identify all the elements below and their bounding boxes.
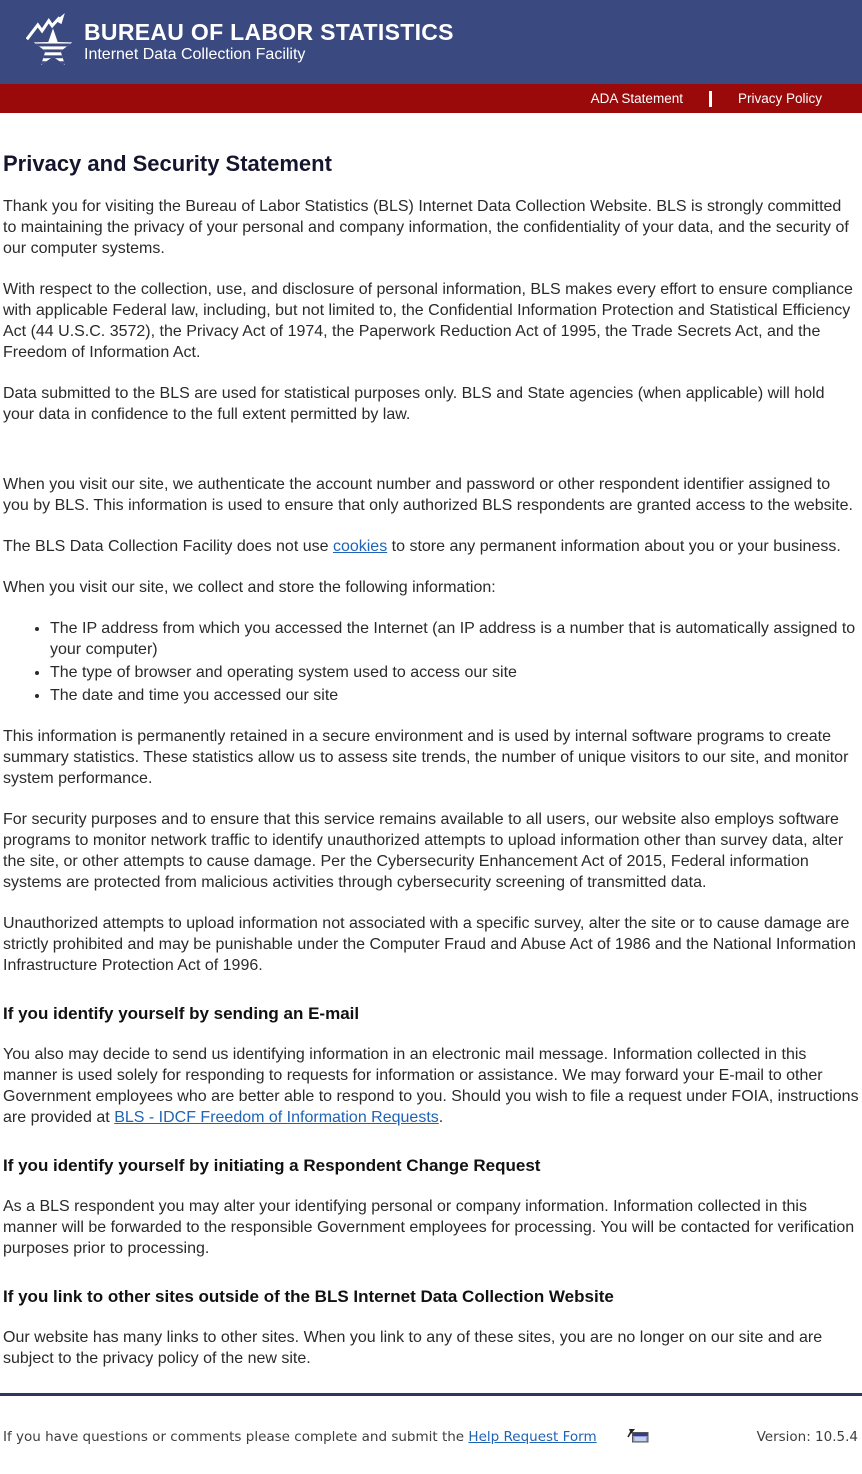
bls-star-logo-icon <box>26 11 80 76</box>
footer-help-line <box>3 1411 649 1462</box>
paragraph-security-monitoring: For security purposes and to ensure that this service remains available to all users, our website also employs software programs to monitor network traffic to identify unauthorized attempts to upload information other than survey data, alter the site, or other attempts to cause damage. Per the Cybersecurity Enhancement Act of 2015, Federal information systems are protected from malicious activities through cybersecurity screening of transmitted data. <box>3 811 844 891</box>
paragraph-federal-law: With respect to the collection, use, and disclosure of personal information, BLS makes every effort to ensure compliance with applicable Federal law, including, but not limited to, the Confidential Information Protection and Statistical Efficiency Act (44 U.S.C. 3572), the Privacy Act of 1974, the Paperwork Reduction Act of 1995, the Trade Secrets Act, and the Freedom of Information Act. <box>3 281 853 361</box>
heading-respondent-change-request: If you identify yourself by initiating a Respondent Change Request <box>3 1156 541 1175</box>
nav-link-ada-statement[interactable]: ADA Statement <box>590 91 683 106</box>
paragraph-respondent-change: As a BLS respondent you may alter your identifying personal or company information. Information collected in this manner will be forwarded to the responsible Government employees for processing. You will be contacted for verification purposes prior to processing. <box>3 1198 855 1257</box>
paragraph-statistical-purposes: Data submitted to the BLS are used for statistical purposes only. BLS and State agencies (when applicable) will hold your data in confidence to the full extent permitted by law. <box>3 385 825 423</box>
heading-email: If you identify yourself by sending an E-mail <box>3 1004 360 1023</box>
help-request-form-link[interactable]: Help Request Form <box>468 1428 597 1445</box>
paragraph-other-sites: Our website has many links to other sites. When you link to any of these sites, you are no longer on our site and are subject to the privacy policy of the new site. <box>3 1329 823 1367</box>
header-subtitle: Internet Data Collection Facility <box>84 46 306 63</box>
foia-text-after: . <box>438 1109 444 1126</box>
cookies-text-before: The BLS Data Collection Facility does not use <box>3 538 333 555</box>
list-item-date-time: • The date and time you accessed our site <box>50 685 859 706</box>
paragraph-retention: This information is permanently retained in a secure environment and is used by internal software programs to create summary statistics. These statistics allow us to assess site trends, the number of unique visitors to our site, and monitor system performance. <box>3 728 849 787</box>
list-item-browser-os: • The type of browser and operating system used to access our site <box>50 662 859 683</box>
collected-info-list <box>3 618 859 706</box>
version-label: Version: 10.5.4 <box>756 1428 858 1445</box>
paragraph-intro: Thank you for visiting the Bureau of Labor Statistics (BLS) Internet Data Collection Website. BLS is strongly committed to maintaining the privacy of your personal and company information, the confidentiality of your data, and the security of our computer systems. <box>3 198 849 257</box>
paragraph-collect-info: When you visit our site, we collect and store the following information: <box>3 579 496 596</box>
paragraph-cookies <box>3 536 859 557</box>
header-title: BUREAU OF LABOR STATISTICS <box>84 19 454 45</box>
main-content <box>0 113 862 1369</box>
cookies-link[interactable]: cookies <box>332 538 388 555</box>
new-window-icon <box>601 1412 650 1463</box>
cookies-text-after: to store any permanent information about you or your business. <box>387 538 841 555</box>
paragraph-email-foia <box>3 1044 859 1128</box>
paragraph-authentication: When you visit our site, we authenticate the account number and password or other respondent identifier assigned to you by BLS. This information is used to ensure that only authorized BLS respondents are granted access to the website. <box>3 476 853 514</box>
header-text <box>84 20 454 64</box>
footer-prompt: If you have questions or comments please complete and submit the <box>3 1428 469 1445</box>
header <box>0 0 862 84</box>
heading-other-sites: If you link to other sites outside of the BLS Internet Data Collection Website <box>3 1287 614 1306</box>
list-item-ip-address: • The IP address from which you accessed the Internet (an IP address is a number that is automatically assigned to your computer) <box>50 618 859 660</box>
page-title: Privacy and Security Statement <box>3 151 332 176</box>
nav-separator <box>709 91 712 107</box>
footer <box>0 1396 862 1474</box>
top-nav <box>0 84 862 113</box>
foia-requests-link[interactable]: BLS - IDCF Freedom of Information Requests <box>114 1109 439 1126</box>
paragraph-unauthorized-attempts: Unauthorized attempts to upload information not associated with a specific survey, alter the site or to cause damage are strictly prohibited and may be punishable under the Computer Fraud and Abuse Act of 1986 and the National Information Infrastructure Protection Act of 1996. <box>3 915 856 974</box>
nav-link-privacy-policy[interactable]: Privacy Policy <box>737 91 822 106</box>
foia-text-before: You also may decide to send us identifying information in an electronic mail message. Information collected in this manner is used solely for responding to requests for information or assistance. We may forward your E-mail to other Government employees who are better able to respond to you. Should you wish to file a request under FOIA, instructions are provided at <box>3 1046 859 1126</box>
